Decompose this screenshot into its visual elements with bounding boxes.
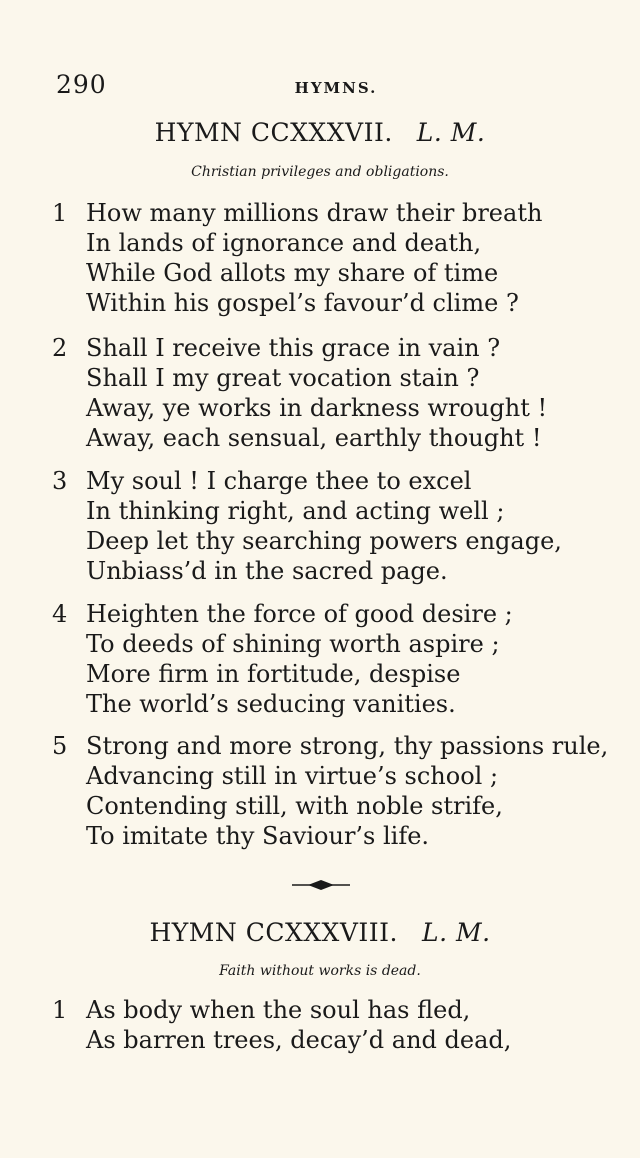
running-head — [56, 70, 596, 100]
verse-line: Within his gospel’s favour’d clime ? — [86, 289, 519, 317]
hymn-title — [0, 918, 640, 947]
verse-number: 2 — [52, 334, 68, 362]
hymn-subtitle: Faith without works is dead. — [219, 963, 421, 979]
verse-line: While God allots my share of time — [86, 259, 499, 287]
hymn-number: HYMN CCXXXVIII. — [149, 918, 398, 947]
verse-line: Unbiass’d in the sacred page. — [86, 557, 448, 585]
hymn-meter: L. M. — [416, 118, 486, 147]
verse-line: Shall I receive this grace in vain ? — [86, 334, 501, 362]
verse-line: Contending still, with noble strife, — [86, 792, 503, 820]
verse-line: To deeds of shining worth aspire ; — [86, 630, 500, 658]
verse-line: As barren trees, decay’d and dead, — [86, 1026, 512, 1054]
verse-line: Away, each sensual, earthly thought ! — [86, 424, 542, 452]
verse-number: 1 — [52, 996, 68, 1024]
running-title: HYMNS. — [294, 79, 378, 97]
hymn-meter: L. M. — [421, 918, 491, 947]
hymn-number: HYMN CCXXXVII. — [154, 118, 393, 147]
verse-line: Heighten the force of good desire ; — [86, 600, 513, 628]
verse-line: How many millions draw their breath — [86, 199, 543, 227]
verse-line: Away, ye works in darkness wrought ! — [86, 394, 548, 422]
verse-line: In lands of ignorance and death, — [86, 229, 482, 257]
verse-line: In thinking right, and acting well ; — [86, 497, 505, 525]
verse-line: Strong and more strong, thy passions rule, — [86, 732, 609, 760]
verse-line: Shall I my great vocation stain ? — [86, 364, 480, 392]
verse-line: Deep let thy searching powers engage, — [86, 527, 562, 555]
verse-line: My soul ! I charge thee to excel — [86, 467, 472, 495]
verse-line: As body when the soul has fled, — [86, 996, 471, 1024]
hymn-subtitle: Christian privileges and obligations. — [191, 164, 449, 180]
hymn-title — [0, 118, 640, 147]
verse-number: 3 — [52, 467, 68, 495]
page-number: 290 — [56, 70, 107, 99]
verse-line: The world’s seducing vanities. — [86, 690, 456, 718]
verse-number: 4 — [52, 600, 68, 628]
verse-number: 1 — [52, 199, 68, 227]
verse-number: 5 — [52, 732, 68, 760]
verse-line: To imitate thy Saviour’s life. — [86, 822, 430, 850]
verse-line: Advancing still in virtue’s school ; — [86, 762, 499, 790]
ornament-divider-icon — [290, 878, 352, 892]
verse-line: More firm in fortitude, despise — [86, 660, 461, 688]
